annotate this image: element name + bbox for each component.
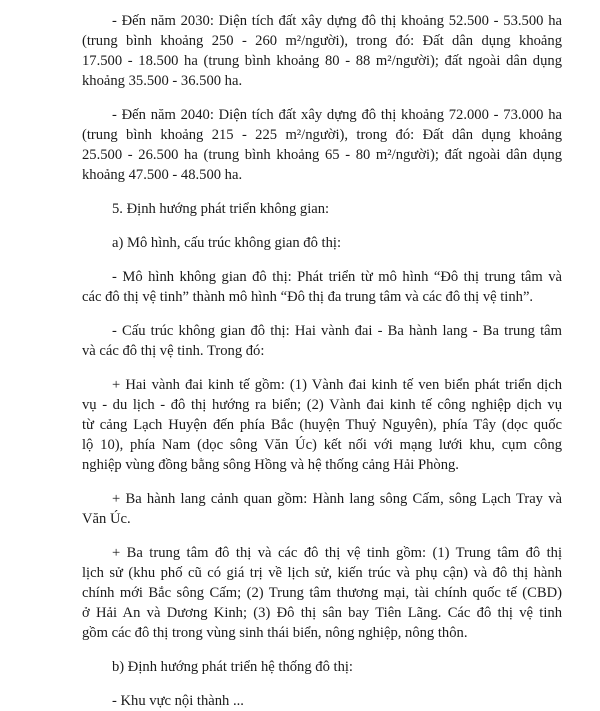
text-line: - Đến năm 2030: Diện tích đất xây dựng đô thị khoảng 52.500 - 53.500 ha (112, 13, 562, 29)
paragraph-mo-hinh (82, 267, 562, 307)
text-line: (trung bình khoảng 215 - 225 m²/người), trong đó: Đất dân dụng khoảng (82, 127, 562, 143)
paragraph-hanh-lang (82, 489, 562, 529)
paragraph-2040 (82, 105, 562, 185)
paragraph-cut-off (82, 691, 562, 709)
text-line: - Mô hình không gian đô thị: Phát triển từ mô hình “Đô thị trung tâm và (112, 269, 562, 285)
text-line: + Ba hành lang cảnh quan gồm: Hành lang sông Cấm, sông Lạch Tray và (112, 491, 562, 507)
paragraph-trung-tam (82, 543, 562, 643)
text-line: Văn Úc. (82, 511, 131, 527)
text-line: khoảng 47.500 - 48.500 ha. (82, 167, 243, 183)
text-line: 25.500 - 26.500 ha (trung bình khoảng 65 - 80 m²/người); đất ngoài dân dụng (82, 147, 562, 163)
text-line: gồm các đô thị trong vùng sinh thái biển, nông nghiệp, nông thôn. (82, 625, 468, 641)
paragraph-vanh-dai (82, 375, 562, 475)
text-line: từ cảng Lạch Huyện đến phía Bắc (huyện Thuỷ Nguyên), phía Tây (dọc quốc (82, 417, 562, 433)
text-line: - Đến năm 2040: Diện tích đất xây dựng đô thị khoảng 72.000 - 73.000 ha (112, 107, 562, 123)
text-line: 17.500 - 18.500 ha (trung bình khoảng 80 - 88 m²/người); đất ngoài dân dụng (82, 53, 562, 69)
text-line: vụ - du lịch - đô thị hướng ra biển; (2) Vành đai kinh tế công nghiệp dịch vụ (82, 397, 562, 413)
heading-subsection-a (82, 233, 562, 253)
text-line: lịch sử (khu phố cũ có giá trị về lịch sử, kiến trúc và phụ cận) và đô thị hành (82, 565, 562, 581)
heading-section-5 (82, 199, 562, 219)
text-line: - Cấu trúc không gian đô thị: Hai vành đai - Ba hành lang - Ba trung tâm (112, 323, 562, 339)
text-line: và các đô thị vệ tinh. Trong đó: (82, 343, 265, 359)
text-line: chính mới Bắc sông Cấm; (2) Trung tâm thương mại, tài chính quốc tế (CBD) (82, 585, 562, 601)
text-line: ở Hải An và Dương Kinh; (3) Đô thị sân bay Tiên Lãng. Các đô thị vệ tinh (82, 605, 562, 621)
heading-subsection-b (82, 657, 562, 677)
text-line: nghiệp vùng đồng bằng sông Hồng và hệ thống cảng Hải Phòng. (82, 457, 459, 473)
text-line: các đô thị vệ tinh” thành mô hình “Đô thị đa trung tâm và các đô thị vệ tinh”. (82, 289, 534, 305)
subsection-heading: a) Mô hình, cấu trúc không gian đô thị: (112, 235, 341, 251)
text-line: + Hai vành đai kinh tế gồm: (1) Vành đai kinh tế ven biển phát triển dịch (112, 377, 562, 393)
text-line: lộ 10), phía Nam (dọc sông Văn Úc) kết nối với mạng lưới khu, cụm công (82, 437, 562, 453)
subsection-heading: b) Định hướng phát triển hệ thống đô thị: (112, 659, 353, 675)
text-line: - Khu vực nội thành ... (112, 693, 244, 709)
text-line: + Ba trung tâm đô thị và các đô thị vệ tinh gồm: (1) Trung tâm đô thị (112, 545, 562, 561)
text-line: (trung bình khoảng 250 - 260 m²/người), trong đó: Đất dân dụng khoảng (82, 33, 562, 49)
text-line: khoảng 35.500 - 36.500 ha. (82, 73, 243, 89)
paragraph-2030 (82, 11, 562, 91)
paragraph-cau-truc (82, 321, 562, 361)
section-heading: 5. Định hướng phát triển không gian: (112, 201, 330, 217)
